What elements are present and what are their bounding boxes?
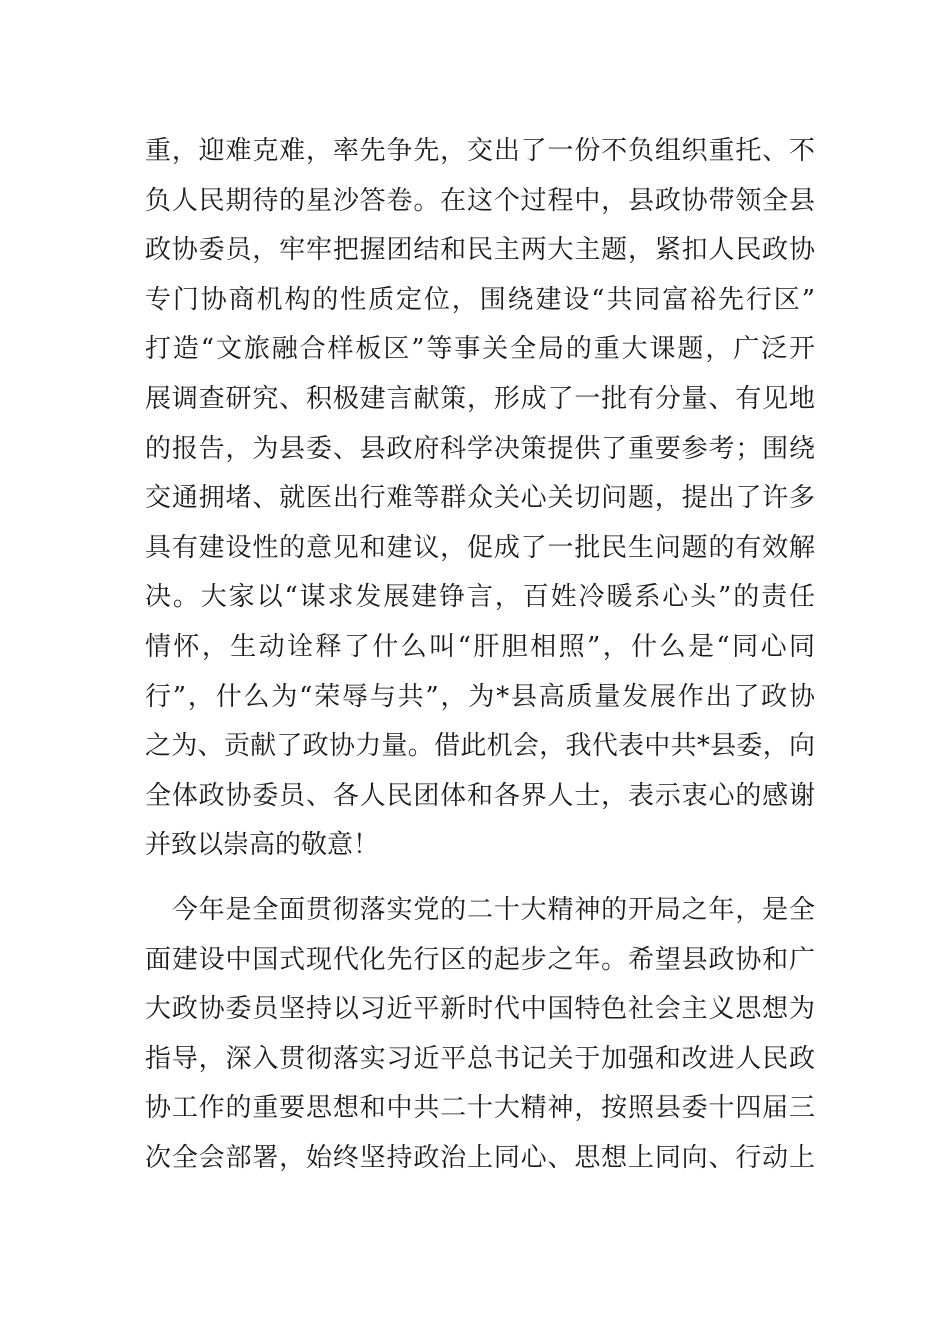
paragraph-line: 面建设中国式现代化先行区的起步之年。希望县政协和广 — [145, 944, 815, 975]
paragraph-line: 指导，深入贯彻落实习近平总书记关于加强和改进人民政 — [145, 1043, 815, 1074]
paragraph-line: 的报告，为县委、县政府科学决策提供了重要参考；围绕 — [145, 433, 815, 464]
paragraph-line: 行”，什么为“荣辱与共”，为*县高质量发展作出了政协 — [145, 681, 815, 712]
paragraph-line: 交通拥堵、就医出行难等群众关心关切问题，提出了许多 — [145, 483, 815, 514]
paragraph-1 — [145, 127, 815, 871]
paragraph-line: 今年是全面贯彻落实党的二十大精神的开局之年，是全 — [145, 895, 815, 925]
paragraph-line: 负人民期待的星沙答卷。在这个过程中，县政协带领全县 — [145, 185, 815, 216]
paragraph-line: 情怀，生动诠释了什么叫“肝胆相照”，什么是“同心同 — [145, 631, 815, 662]
paragraph-line: 协工作的重要思想和中共二十大精神，按照县委十四届三 — [145, 1093, 815, 1124]
paragraph-2 — [145, 886, 815, 1184]
paragraph-line: 决。大家以“谋求发展建铮言，百姓冷暖系心头”的责任 — [145, 582, 815, 613]
paragraph-line: 打造“文旅融合样板区”等事关全局的重大课题，广泛开 — [145, 334, 815, 365]
paragraph-line: 并致以崇高的敬意！ — [145, 830, 380, 861]
paragraph-line: 政协委员，牢牢把握团结和民主两大主题，紧扣人民政协 — [145, 235, 815, 266]
paragraph-line: 展调查研究、积极建言献策，形成了一批有分量、有见地 — [145, 383, 815, 414]
paragraph-line: 重，迎难克难，率先争先，交出了一份不负组织重托、不 — [145, 136, 815, 166]
paragraph-line: 次全会部署，始终坚持政治上同心、思想上同向、行动上 — [145, 1142, 815, 1173]
paragraph-line: 具有建设性的意见和建议，促成了一批民生问题的有效解 — [145, 532, 815, 563]
paragraph-line: 之为、贡献了政协力量。借此机会，我代表中共*县委，向 — [145, 731, 815, 762]
paragraph-line: 专门协商机构的性质定位，围绕建设“共同富裕先行区” — [145, 284, 815, 315]
paragraph-line: 大政协委员坚持以习近平新时代中国特色社会主义思想为 — [145, 994, 815, 1025]
paragraph-line: 全体政协委员、各人民团体和各界人士，表示衷心的感谢 — [145, 780, 815, 811]
